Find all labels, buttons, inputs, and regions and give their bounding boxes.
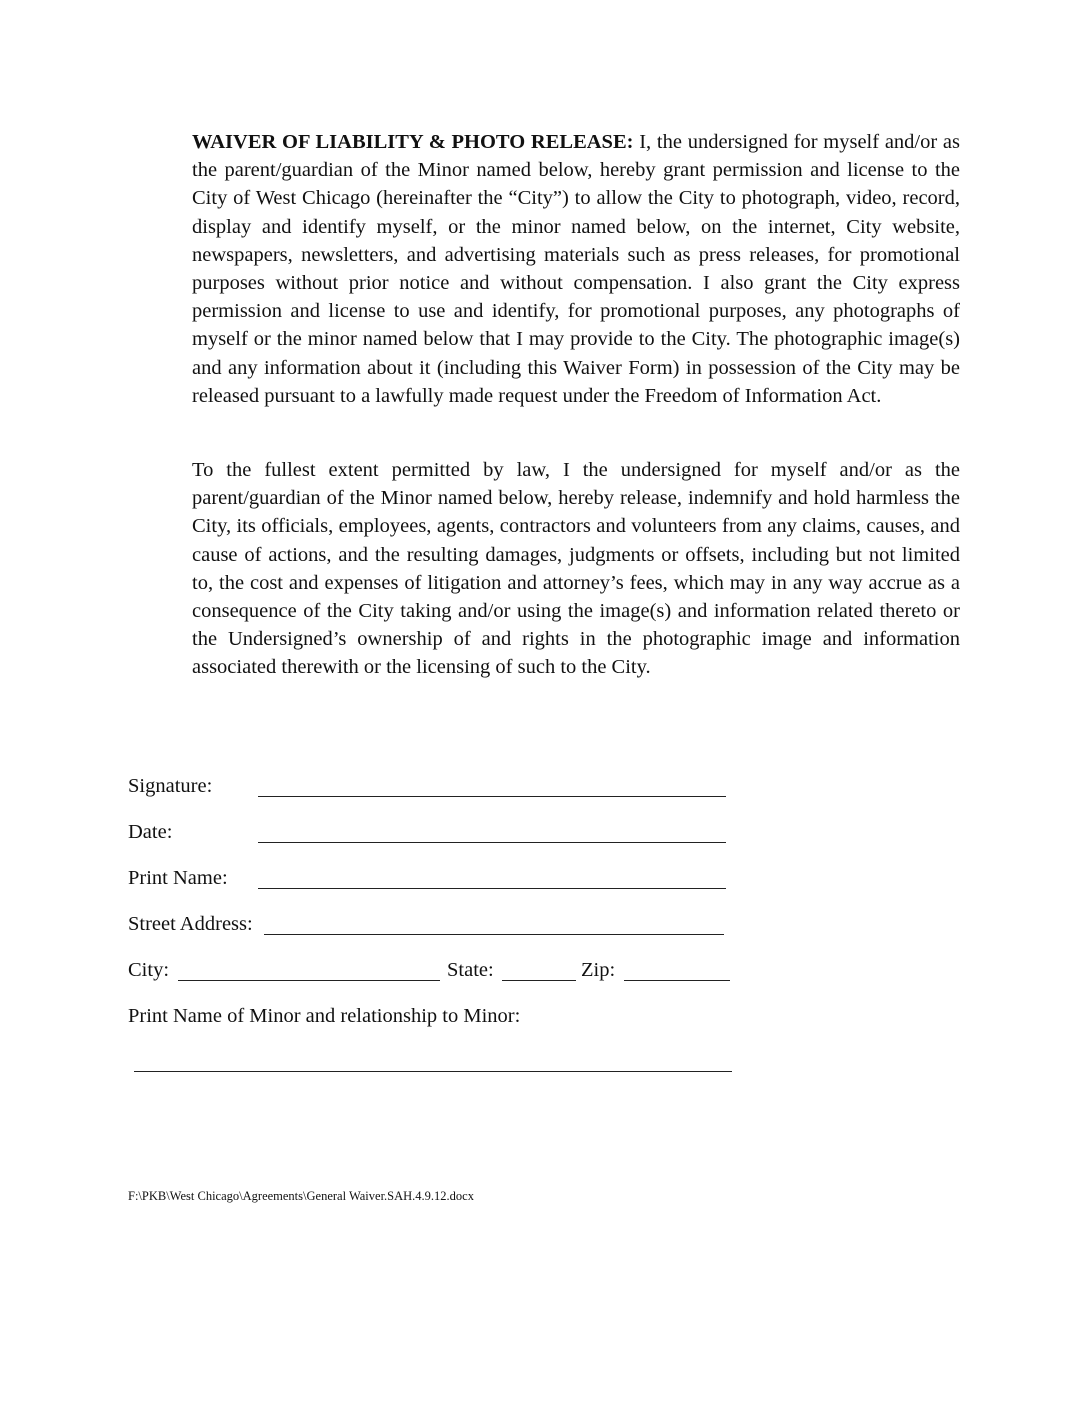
signature-label: Signature: — [128, 775, 213, 797]
street-address-label: Street Address: — [128, 913, 253, 935]
street-address-field[interactable] — [264, 934, 724, 935]
print-name-label: Print Name: — [128, 867, 228, 889]
minor-label: Print Name of Minor and relationship to Minor: — [128, 1005, 521, 1027]
state-field[interactable] — [502, 980, 576, 981]
city-field[interactable] — [178, 980, 440, 981]
date-label: Date: — [128, 821, 173, 843]
waiver-paragraph-1 — [192, 128, 960, 410]
minor-field[interactable] — [134, 1071, 732, 1072]
city-label: City: — [128, 959, 170, 981]
waiver-paragraph-2: To the fullest extent permitted by law, I the undersigned for myself and/or as the parent/guardian of the Minor named below, hereby release, indemnify and hold harmless the City, its officials, employees, agents, contractors and volunteers from any claims, causes, and cause of actions, and the resulting damages, judgments or offsets, including but not limited to, the cost and expenses of litigation and attorney’s fees, which may in any way accrue as a consequence of the City taking and/or using the image(s) and information related thereto or the Undersigned’s ownership of and rights in the photographic image and information associated therewith or the licensing of such to the City. — [192, 459, 960, 679]
state-label: State: — [447, 959, 494, 981]
zip-field[interactable] — [624, 980, 730, 981]
print-name-field[interactable] — [258, 888, 726, 889]
waiver-heading: WAIVER OF LIABILITY & PHOTO RELEASE: — [192, 131, 634, 153]
footer-file-path: F:\PKB\West Chicago\Agreements\General Waiver.SAH.4.9.12.docx — [128, 1189, 474, 1203]
waiver-paragraph-1-text: I, the undersigned for myself and/or as the parent/guardian of the Minor named below, hereby grant permission and license to the City of West Chicago (hereinafter the “City”) to allow the City to photograph, video, record, display and identify myself, or the minor named below, on the internet, City website, newspapers, newsletters, and advertising materials such as press releases, for promotional purposes without prior notice and without compensation. I also grant the City express permission and license to use and identify, for promotional purposes, any photographs of myself or the minor named below that I may provide to the City. The photographic image(s) and any information about it (including this Waiver Form) in possession of the City may be released pursuant to a lawfully made request under the Freedom of Information Act. — [192, 131, 961, 407]
date-field[interactable] — [258, 842, 726, 843]
zip-label: Zip: — [581, 959, 616, 981]
signature-field[interactable] — [258, 796, 726, 797]
